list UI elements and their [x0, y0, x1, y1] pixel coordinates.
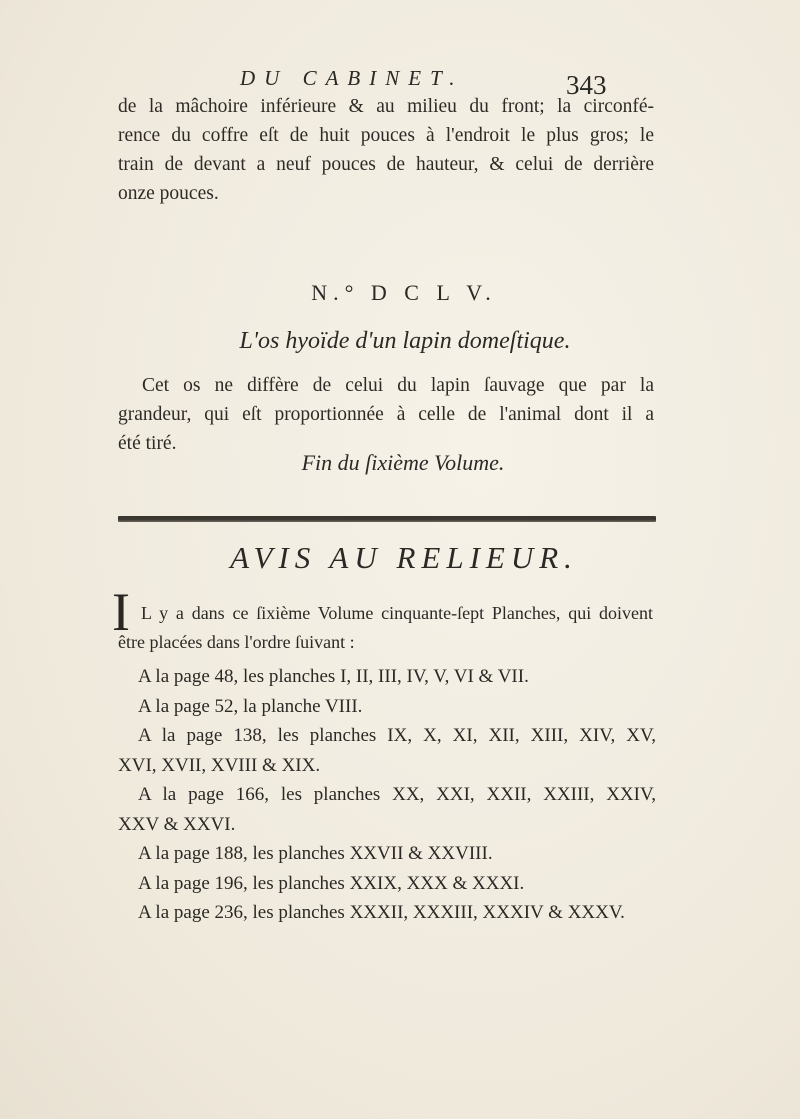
entry-number: N.° D C L V. [311, 280, 497, 305]
paragraph-line: Cet os ne diffère de celui du lapin ſauvage que par la [142, 375, 654, 396]
avis-title: AVIS AU RELIEUR. [230, 540, 578, 575]
list-item [118, 721, 656, 780]
page-number: 343 [566, 70, 607, 100]
placement-line: A la page 196, les planches XXIX, XXX & XXXI. [138, 872, 525, 894]
paragraph-line: de la mâchoire inférieure & au milieu du front; la circonfé- [118, 96, 654, 117]
list-item [118, 780, 656, 839]
running-head-text: DU CABINET. [240, 66, 464, 90]
paragraph-line: été tiré. [118, 433, 177, 454]
paragraph-line: L y a dans ce ſixième Volume cinquante-ſept Planches, qui doivent [141, 603, 653, 623]
avis-intro-line [141, 599, 653, 628]
paragraph-line: grandeur, qui eſt proportionnée à celle de l'animal dont il a [118, 404, 654, 425]
paragraph-line: train de devant a neuf pouces de hauteur, & celui de derrière [118, 154, 654, 175]
placement-line: A la page 166, les planches XX, XXI, XXII, XXIII, XXIV, [138, 784, 656, 805]
placement-line: A la page 48, les planches I, II, III, IV, V, VI & VII. [138, 666, 529, 687]
plate-placement-list [118, 662, 656, 928]
entry-body [118, 371, 654, 458]
list-item [118, 692, 656, 722]
placement-line: A la page 188, les planches XXVII & XXVIII. [138, 843, 493, 864]
volume-end-note: Fin du ſixième Volume. [301, 450, 505, 475]
placement-line: A la page 236, les planches XXXII, XXXIII, XXXIV & XXXV. [138, 902, 625, 923]
paragraph-line: être placées dans l'ordre ſuivant : [118, 632, 355, 652]
drop-cap: I [112, 582, 130, 642]
opening-paragraph [118, 92, 654, 208]
paragraph-line: rence du coffre eſt de huit pouces à l'endroit le plus gros; le [118, 125, 654, 146]
paragraph-line: onze pouces. [118, 183, 219, 204]
placement-line: A la page 52, la planche VIII. [138, 695, 363, 717]
avis-intro-line [118, 628, 654, 657]
divider-rule [118, 516, 656, 522]
list-item [118, 898, 656, 928]
entry-title: L'os hyoïde d'un lapin domeſtique. [239, 328, 571, 354]
placement-continuation: XVI, XVII, XVIII & XIX. [118, 754, 321, 776]
placement-continuation: XXV & XXVI. [118, 813, 236, 835]
list-item [118, 839, 656, 869]
list-item [118, 662, 656, 692]
placement-line: A la page 138, les planches IX, X, XI, XII, XIII, XIV, XV, [138, 725, 656, 746]
list-item [118, 869, 656, 899]
running-head [240, 66, 463, 91]
